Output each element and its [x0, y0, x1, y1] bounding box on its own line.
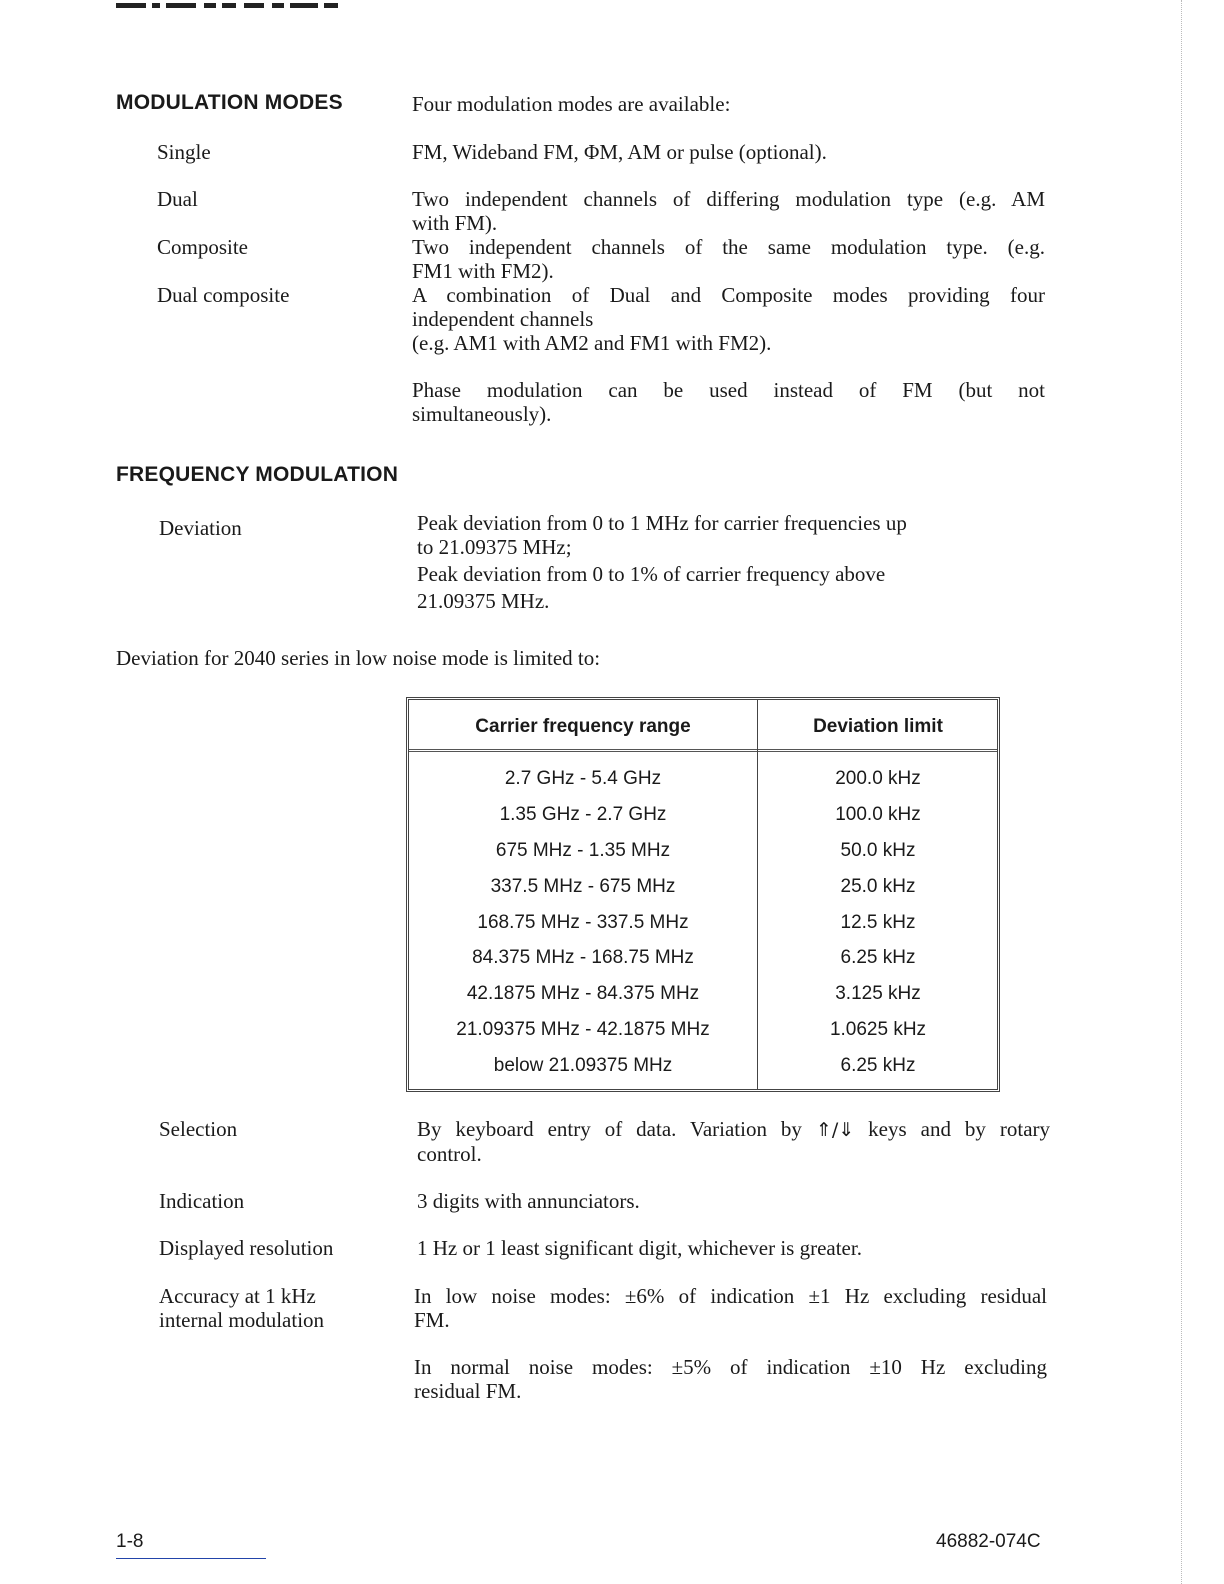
phase-modulation-note [412, 378, 1045, 426]
mode-label-composite: Composite [157, 235, 249, 259]
mode-desc-line: FM1 with FM2). [412, 259, 554, 283]
accuracy-label-line: Accuracy at 1 kHz [159, 1284, 316, 1308]
mode-label-single: Single [157, 140, 211, 164]
accuracy-label [159, 1284, 324, 1332]
mode-desc-line: Two independent channels of the same modulation type. (e.g. [412, 235, 1045, 259]
cell-frequency-range: 42.1875 MHz - 84.375 MHz [466, 983, 700, 1004]
mode-label-dual: Dual [157, 187, 198, 211]
mode-desc-dual-composite [412, 283, 1045, 355]
mode-desc-line: independent channels [412, 307, 594, 331]
mode-desc-line: with FM). [412, 211, 498, 235]
table-row [409, 1049, 997, 1085]
indication-text: 3 digits with annunciators. [417, 1189, 640, 1213]
table-row [409, 941, 997, 977]
selection-text-a: By keyboard entry of data. Variation by [417, 1117, 802, 1141]
accuracy-line: FM. [414, 1308, 450, 1332]
mode-desc-single [412, 140, 1045, 164]
indication-label: Indication [159, 1189, 245, 1213]
accuracy-line: In low noise modes: ±6% of indication ±1 Hz excluding residual [414, 1284, 1047, 1308]
document-number: 46882-074C [936, 1531, 1041, 1552]
frequency-modulation-heading: FREQUENCY MODULATION [116, 463, 399, 486]
table-row [409, 977, 997, 1013]
cell-deviation-limit: 6.25 kHz [840, 1055, 916, 1076]
header-deviation-limit: Deviation limit [813, 716, 943, 737]
header-carrier-frequency: Carrier frequency range [475, 716, 691, 737]
deviation-label: Deviation [159, 516, 242, 540]
resolution-text: 1 Hz or 1 least significant digit, whichever is greater. [417, 1236, 862, 1260]
modulation-modes-heading: MODULATION MODES [116, 91, 343, 114]
deviation-line: Peak deviation from 0 to 1% of carrier frequency above [417, 562, 886, 586]
phase-note-line: Phase modulation can be used instead of FM (but not [412, 378, 1045, 402]
table-row [409, 762, 997, 798]
deviation-limit-table [406, 697, 1000, 1092]
cell-frequency-range: 21.09375 MHz - 42.1875 MHz [456, 1019, 710, 1040]
selection-description [417, 1117, 1050, 1166]
cell-frequency-range: 1.35 GHz - 2.7 GHz [499, 804, 667, 825]
selection-text-b: keys and by rotary [868, 1117, 1051, 1141]
selection-label: Selection [159, 1117, 238, 1141]
selection-line [417, 1117, 1050, 1142]
table-row [409, 798, 997, 834]
resolution-label: Displayed resolution [159, 1236, 334, 1260]
mode-desc-dual [412, 187, 1045, 235]
table-row [409, 870, 997, 906]
mode-desc-line: A combination of Dual and Composite modes providing four [412, 283, 1045, 307]
accuracy-normal-noise [414, 1355, 1047, 1403]
cell-deviation-limit: 1.0625 kHz [829, 1019, 927, 1040]
page-edge-shadow [1181, 0, 1183, 1584]
selection-line: control. [417, 1142, 482, 1166]
cell-frequency-range: 2.7 GHz - 5.4 GHz [504, 768, 662, 789]
deviation-line: 21.09375 MHz. [417, 589, 550, 613]
table-row [409, 1013, 997, 1049]
footer-rule [116, 1558, 266, 1559]
modulation-modes-intro: Four modulation modes are available: [412, 92, 731, 116]
cell-deviation-limit: 200.0 kHz [835, 768, 921, 789]
cell-frequency-range: 675 MHz - 1.35 MHz [495, 840, 671, 861]
table-row [409, 834, 997, 870]
cell-frequency-range: 337.5 MHz - 675 MHz [490, 876, 676, 897]
cell-frequency-range: 168.75 MHz - 337.5 MHz [477, 912, 689, 933]
cell-deviation-limit: 12.5 kHz [840, 912, 916, 933]
mode-desc-line: Two independent channels of differing modulation type (e.g. AM [412, 187, 1045, 211]
cell-deviation-limit: 25.0 kHz [840, 876, 916, 897]
low-noise-intro: Deviation for 2040 series in low noise mode is limited to: [116, 646, 601, 670]
accuracy-label-line: internal modulation [159, 1308, 325, 1332]
mode-label-dual-composite: Dual composite [157, 283, 290, 307]
page-number: 1-8 [116, 1531, 144, 1552]
mode-desc-line: FM, Wideband FM, ΦM, AM or pulse (optional). [412, 140, 827, 164]
deviation-description [417, 511, 1017, 613]
cell-deviation-limit: 6.25 kHz [840, 947, 916, 968]
accuracy-low-noise [414, 1284, 1047, 1332]
accuracy-line: residual FM. [414, 1379, 522, 1403]
cell-deviation-limit: 100.0 kHz [835, 804, 921, 825]
accuracy-line: In normal noise modes: ±5% of indication ±10 Hz excluding [414, 1355, 1047, 1379]
cell-deviation-limit: 3.125 kHz [835, 983, 921, 1004]
mode-desc-composite [412, 235, 1045, 283]
deviation-line: to 21.09375 MHz; [417, 535, 572, 559]
cropped-header-remnant [116, 0, 356, 9]
up-down-arrow-keys-icon: ⇑/⇓ [815, 1119, 855, 1141]
deviation-line: Peak deviation from 0 to 1 MHz for carrier frequencies up [417, 511, 907, 535]
cell-frequency-range: 84.375 MHz - 168.75 MHz [472, 947, 694, 968]
table-row [409, 906, 997, 942]
mode-desc-line: (e.g. AM1 with AM2 and FM1 with FM2). [412, 331, 772, 355]
phase-note-line: simultaneously). [412, 402, 552, 426]
cell-frequency-range: below 21.09375 MHz [493, 1055, 673, 1076]
cell-deviation-limit: 50.0 kHz [840, 840, 916, 861]
table-header [409, 700, 997, 752]
